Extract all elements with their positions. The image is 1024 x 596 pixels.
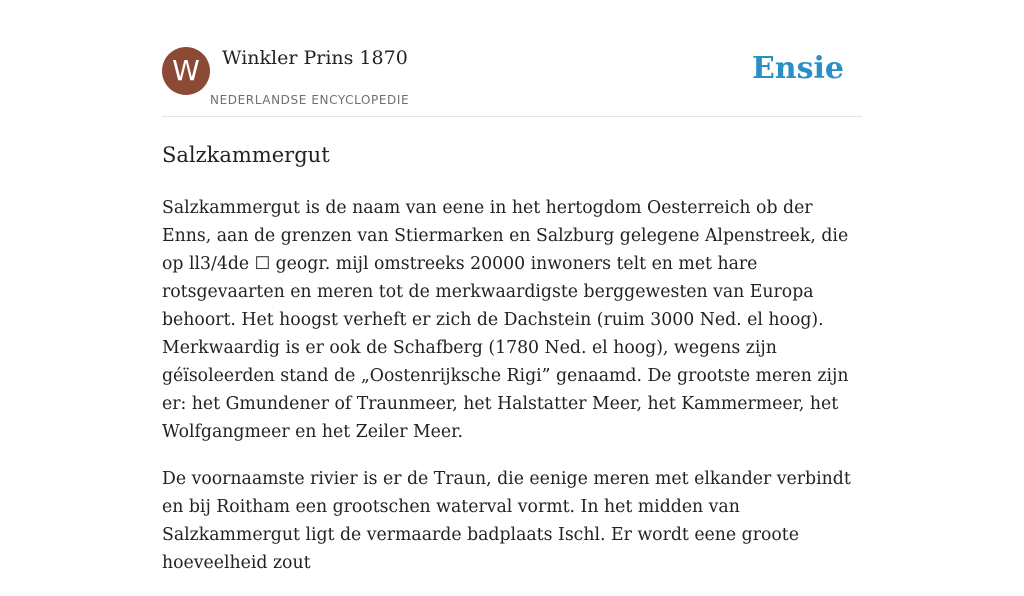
article [162, 140, 862, 596]
source-header [162, 46, 862, 117]
source-subtitle: NEDERLANDSE ENCYCLOPEDIE [210, 93, 410, 107]
article-title: Salzkammergut [162, 143, 330, 167]
article-paragraph: De voornaamste rivier is er de Traun, die eenige meren met elkander verbindt en bij Roitham een grootschen waterval vormt. In het midden van Salzkammergut ligt de vermaarde badplaats Ischl. Er wordt eene groote hoeveelheid zout [162, 469, 851, 573]
source-title-link[interactable]: Winkler Prins 1870 [222, 47, 408, 69]
source-avatar[interactable]: W [162, 47, 210, 95]
article-paragraph: Salzkammergut is de naam van eene in het hertogdom Oesterreich ob der Enns, aan de grenzen van Stiermarken en Salzburg gelegene Alpenstreek, die op ll3/4de ☐ geogr. mijl omstreeks 20000 inwoners telt en met hare rotsgevaarten en meren tot de merkwaardigste berggewesten van Europa behoort. Het hoogst verheft er zich de Dachstein (ruim 3000 Ned. el hoog). Merkwaardig is er ook de Schafberg (1780 Ned. el hoog), wegens zijn géïsoleerden stand de „Oostenrijksche Rigi” genaamd. De grootste meren zijn er: het Gmundener of Traunmeer, het Halstatter Meer, het Kammermeer, het Wolfgangmeer en het Zeiler Meer. [162, 198, 849, 442]
brand-logo-link[interactable]: Ensie [751, 51, 844, 86]
article-body [162, 194, 862, 577]
